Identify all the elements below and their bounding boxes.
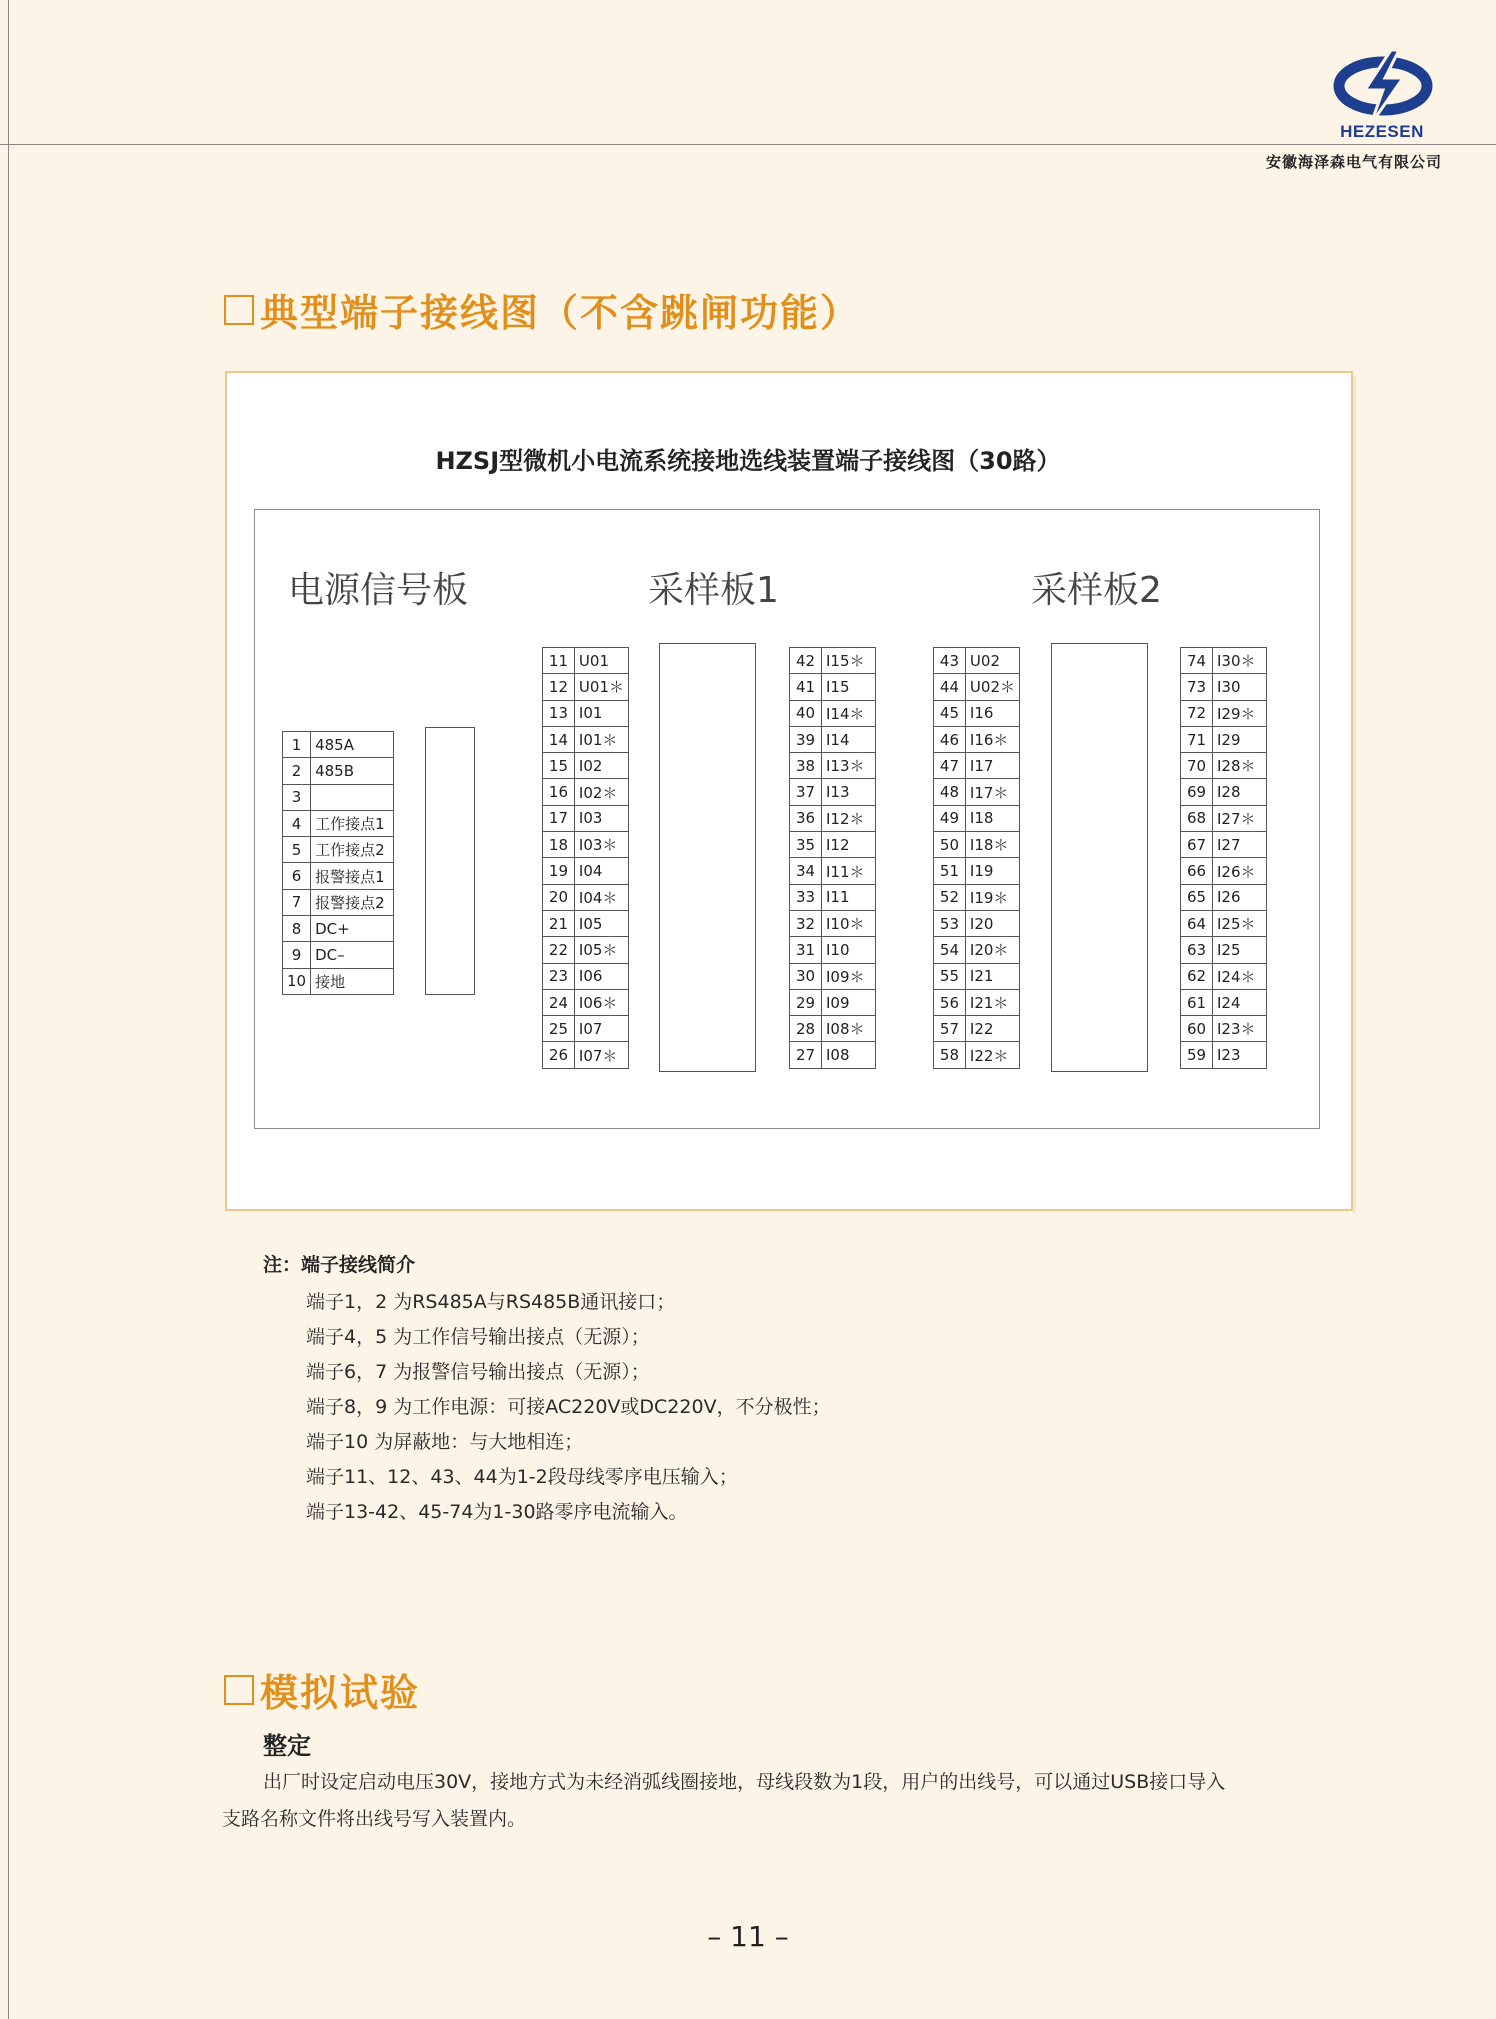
terminal-label: I20	[965, 910, 1019, 936]
terminal-number: 28	[790, 1016, 822, 1042]
terminal-row	[543, 753, 629, 779]
terminal-row	[543, 726, 629, 752]
terminal-row	[1181, 753, 1267, 779]
terminal-row	[1181, 674, 1267, 700]
terminal-number: 34	[790, 858, 822, 884]
terminal-number: 21	[543, 910, 575, 936]
terminal-number: 69	[1181, 779, 1213, 805]
terminal-number: 9	[283, 942, 311, 968]
terminal-label: I30＊	[1213, 648, 1267, 674]
sample2-board-connector	[1051, 643, 1148, 1072]
terminal-label: I30	[1213, 674, 1267, 700]
terminal-label: I07＊	[574, 1042, 628, 1068]
terminal-label: I13＊	[822, 753, 876, 779]
terminal-row	[283, 863, 394, 889]
terminal-number: 22	[543, 937, 575, 963]
terminal-number: 48	[934, 779, 966, 805]
terminal-row	[934, 884, 1020, 910]
terminal-number: 32	[790, 910, 822, 936]
terminal-label: I04＊	[574, 884, 628, 910]
note-line: 端子11、12、43、44为1-2段母线零序电压输入；	[306, 1466, 738, 1488]
terminal-label: I19	[965, 858, 1019, 884]
terminal-row	[934, 963, 1020, 989]
terminal-label: I15	[822, 674, 876, 700]
checkbox-square-icon	[224, 1675, 254, 1705]
terminal-row	[543, 858, 629, 884]
terminal-label: I18＊	[965, 832, 1019, 858]
terminal-number: 57	[934, 1016, 966, 1042]
terminal-label: I24	[1213, 989, 1267, 1015]
terminal-row	[790, 1042, 876, 1068]
terminal-row	[790, 910, 876, 936]
terminal-row	[934, 779, 1020, 805]
terminal-row	[543, 910, 629, 936]
terminal-label: I20＊	[965, 937, 1019, 963]
terminal-number: 43	[934, 648, 966, 674]
terminal-number: 29	[790, 989, 822, 1015]
terminal-row	[543, 805, 629, 831]
terminal-number: 72	[1181, 700, 1213, 726]
terminal-number: 47	[934, 753, 966, 779]
terminal-row	[934, 700, 1020, 726]
terminal-label: I24＊	[1213, 963, 1267, 989]
terminal-label: I05＊	[574, 937, 628, 963]
note-line: 端子10 为屏蔽地：与大地相连；	[306, 1431, 584, 1453]
terminal-label: U01＊	[574, 674, 628, 700]
terminal-row	[1181, 832, 1267, 858]
terminal-row	[1181, 726, 1267, 752]
terminal-number: 39	[790, 726, 822, 752]
terminal-label: I28	[1213, 779, 1267, 805]
terminal-number: 50	[934, 832, 966, 858]
terminal-row	[283, 784, 394, 810]
terminal-number: 68	[1181, 805, 1213, 831]
section-title-text: 典型端子接线图（不含跳闸功能）	[260, 291, 861, 335]
terminal-row	[790, 858, 876, 884]
subheading-setting: 整定	[263, 1732, 311, 1760]
terminal-label: I02	[574, 753, 628, 779]
board-title-sample1: 采样板1	[648, 570, 779, 611]
terminal-number: 54	[934, 937, 966, 963]
terminal-row	[283, 810, 394, 836]
terminal-row	[543, 884, 629, 910]
terminal-label: I16＊	[965, 726, 1019, 752]
power-terminal-table	[282, 731, 394, 995]
board-title-sample2: 采样板2	[1031, 570, 1162, 611]
terminal-row	[790, 937, 876, 963]
terminal-row	[1181, 963, 1267, 989]
paragraph-line-1: 出厂时设定启动电压30V，接地方式为未经消弧线圈接地，母线段数为1段，用户的出线号，可以通过USB接口导入	[263, 1771, 1226, 1793]
terminal-label: I26＊	[1213, 858, 1267, 884]
terminal-row	[934, 753, 1020, 779]
terminal-row	[790, 753, 876, 779]
note-line: 端子1，2 为RS485A与RS485B通讯接口；	[306, 1291, 676, 1313]
terminal-row	[934, 805, 1020, 831]
terminal-label: I14＊	[822, 700, 876, 726]
terminal-number: 65	[1181, 884, 1213, 910]
terminal-label: I21	[965, 963, 1019, 989]
terminal-label: I08	[822, 1042, 876, 1068]
terminal-label: 报警接点1	[311, 863, 394, 889]
terminal-label: I23	[1213, 1042, 1267, 1068]
terminal-label	[311, 784, 394, 810]
terminal-number: 74	[1181, 648, 1213, 674]
terminal-number: 6	[283, 863, 311, 889]
terminal-number: 23	[543, 963, 575, 989]
terminal-row	[1181, 805, 1267, 831]
terminal-number: 17	[543, 805, 575, 831]
terminal-number: 41	[790, 674, 822, 700]
terminal-label: I19＊	[965, 884, 1019, 910]
header-rule	[0, 144, 1496, 145]
power-board-connector	[425, 727, 475, 995]
terminal-label: I26	[1213, 884, 1267, 910]
terminal-label: I23＊	[1213, 1016, 1267, 1042]
terminal-row	[543, 963, 629, 989]
terminal-label: I15＊	[822, 648, 876, 674]
terminal-label: I03＊	[574, 832, 628, 858]
terminal-number: 12	[543, 674, 575, 700]
terminal-number: 60	[1181, 1016, 1213, 1042]
terminal-number: 19	[543, 858, 575, 884]
terminal-row	[283, 889, 394, 915]
terminal-number: 25	[543, 1016, 575, 1042]
terminal-label: I27＊	[1213, 805, 1267, 831]
terminal-number: 30	[790, 963, 822, 989]
terminal-row	[790, 779, 876, 805]
sample2-left-terminal-table	[933, 647, 1020, 1069]
terminal-row	[543, 937, 629, 963]
company-name: 安徽海泽森电气有限公司	[1265, 153, 1442, 171]
terminal-number: 5	[283, 837, 311, 863]
terminal-number: 62	[1181, 963, 1213, 989]
terminal-row	[790, 674, 876, 700]
terminal-row	[934, 910, 1020, 936]
terminal-number: 58	[934, 1042, 966, 1068]
terminal-number: 24	[543, 989, 575, 1015]
terminal-number: 14	[543, 726, 575, 752]
terminal-row	[543, 674, 629, 700]
terminal-number: 40	[790, 700, 822, 726]
section-title-wiring	[224, 282, 860, 337]
terminal-row	[934, 674, 1020, 700]
terminal-label: I14	[822, 726, 876, 752]
terminal-label: I13	[822, 779, 876, 805]
terminal-number: 64	[1181, 910, 1213, 936]
terminal-row	[1181, 648, 1267, 674]
terminal-number: 52	[934, 884, 966, 910]
diagram-title: HZSJ型微机小电流系统接地选线装置端子接线图（30路）	[435, 447, 1061, 475]
terminal-row	[790, 648, 876, 674]
terminal-label: I09＊	[822, 963, 876, 989]
terminal-number: 20	[543, 884, 575, 910]
terminal-row	[283, 732, 394, 758]
terminal-row	[934, 937, 1020, 963]
terminal-number: 66	[1181, 858, 1213, 884]
terminal-label: I22＊	[965, 1042, 1019, 1068]
terminal-row	[934, 648, 1020, 674]
terminal-number: 59	[1181, 1042, 1213, 1068]
terminal-label: I12＊	[822, 805, 876, 831]
terminal-row	[790, 989, 876, 1015]
terminal-label: 报警接点2	[311, 889, 394, 915]
terminal-row	[1181, 989, 1267, 1015]
board-title-power: 电源信号板	[288, 570, 469, 611]
terminal-row	[283, 968, 394, 994]
terminal-row	[934, 832, 1020, 858]
terminal-label: I10	[822, 937, 876, 963]
terminal-row	[1181, 779, 1267, 805]
terminal-number: 13	[543, 700, 575, 726]
terminal-row	[790, 805, 876, 831]
terminal-label: I27	[1213, 832, 1267, 858]
terminal-label: DC–	[311, 942, 394, 968]
terminal-label: I29	[1213, 726, 1267, 752]
terminal-row	[790, 832, 876, 858]
terminal-label: U01	[574, 648, 628, 674]
terminal-label: I08＊	[822, 1016, 876, 1042]
terminal-label: 485A	[311, 732, 394, 758]
terminal-row	[1181, 910, 1267, 936]
terminal-row	[1181, 937, 1267, 963]
terminal-label: 工作接点1	[311, 810, 394, 836]
terminal-row	[934, 858, 1020, 884]
sample1-left-terminal-table	[542, 647, 629, 1069]
terminal-number: 33	[790, 884, 822, 910]
terminal-label: I22	[965, 1016, 1019, 1042]
terminal-number: 1	[283, 732, 311, 758]
terminal-number: 37	[790, 779, 822, 805]
terminal-label: U02＊	[965, 674, 1019, 700]
terminal-number: 51	[934, 858, 966, 884]
terminal-row	[790, 1016, 876, 1042]
terminal-label: U02	[965, 648, 1019, 674]
terminal-label: I17＊	[965, 779, 1019, 805]
terminal-label: I16	[965, 700, 1019, 726]
terminal-label: I21＊	[965, 989, 1019, 1015]
brand-name: HEZESEN	[1340, 122, 1424, 141]
terminal-row	[543, 700, 629, 726]
note-line: 端子8，9 为工作电源：可接AC220V或DC220V，不分极性；	[306, 1396, 831, 1418]
sample1-right-terminal-table	[789, 647, 876, 1069]
terminal-label: I09	[822, 989, 876, 1015]
terminal-label: I06＊	[574, 989, 628, 1015]
terminal-row	[283, 916, 394, 942]
terminal-row	[1181, 1016, 1267, 1042]
terminal-row	[1181, 884, 1267, 910]
terminal-row	[934, 1016, 1020, 1042]
sample1-board-connector	[659, 643, 756, 1072]
terminal-row	[790, 884, 876, 910]
terminal-label: I02＊	[574, 779, 628, 805]
terminal-number: 49	[934, 805, 966, 831]
terminal-number: 53	[934, 910, 966, 936]
terminal-number: 26	[543, 1042, 575, 1068]
terminal-number: 56	[934, 989, 966, 1015]
terminal-number: 73	[1181, 674, 1213, 700]
page-number: – 11 –	[707, 1920, 789, 1953]
terminal-row	[543, 832, 629, 858]
terminal-label: I12	[822, 832, 876, 858]
terminal-number: 67	[1181, 832, 1213, 858]
terminal-number: 70	[1181, 753, 1213, 779]
terminal-number: 55	[934, 963, 966, 989]
terminal-row	[283, 758, 394, 784]
terminal-number: 38	[790, 753, 822, 779]
terminal-number: 36	[790, 805, 822, 831]
terminal-row	[934, 1042, 1020, 1068]
left-margin-rule	[8, 0, 9, 2019]
terminal-row	[543, 989, 629, 1015]
terminal-number: 16	[543, 779, 575, 805]
terminal-row	[543, 1042, 629, 1068]
terminal-label: I05	[574, 910, 628, 936]
section-title-simulation	[224, 1662, 420, 1717]
terminal-label: I01＊	[574, 726, 628, 752]
terminal-number: 45	[934, 700, 966, 726]
note-line: 端子4，5 为工作信号输出接点（无源）；	[306, 1326, 650, 1348]
terminal-row	[543, 648, 629, 674]
note-line: 端子13-42、45-74为1-30路零序电流输入。	[306, 1501, 688, 1523]
terminal-label: I07	[574, 1016, 628, 1042]
terminal-number: 46	[934, 726, 966, 752]
terminal-number: 3	[283, 784, 311, 810]
terminal-number: 71	[1181, 726, 1213, 752]
terminal-label: I17	[965, 753, 1019, 779]
terminal-row	[1181, 858, 1267, 884]
terminal-label: I29＊	[1213, 700, 1267, 726]
sample2-right-terminal-table	[1180, 647, 1267, 1069]
terminal-number: 8	[283, 916, 311, 942]
terminal-label: I28＊	[1213, 753, 1267, 779]
terminal-label: I01	[574, 700, 628, 726]
terminal-label: I25＊	[1213, 910, 1267, 936]
section-title-text: 模拟试验	[260, 1671, 421, 1715]
terminal-label: I06	[574, 963, 628, 989]
terminal-number: 2	[283, 758, 311, 784]
terminal-number: 15	[543, 753, 575, 779]
note-line: 端子6，7 为报警信号输出接点（无源）；	[306, 1361, 650, 1383]
checkbox-square-icon	[224, 295, 254, 325]
terminal-label: I11＊	[822, 858, 876, 884]
terminal-number: 63	[1181, 937, 1213, 963]
terminal-number: 42	[790, 648, 822, 674]
hezesen-logo-icon	[1331, 48, 1435, 126]
terminal-label: I25	[1213, 937, 1267, 963]
terminal-label: 接地	[311, 968, 394, 994]
paragraph-line-2: 支路名称文件将出线号写入装置内。	[222, 1808, 527, 1830]
terminal-label: 工作接点2	[311, 837, 394, 863]
terminal-row	[1181, 1042, 1267, 1068]
terminal-row	[283, 837, 394, 863]
terminal-number: 27	[790, 1042, 822, 1068]
terminal-number: 11	[543, 648, 575, 674]
terminal-row	[543, 779, 629, 805]
terminal-row	[543, 1016, 629, 1042]
terminal-number: 61	[1181, 989, 1213, 1015]
terminal-row	[790, 963, 876, 989]
terminal-row	[934, 726, 1020, 752]
terminal-number: 7	[283, 889, 311, 915]
terminal-number: 18	[543, 832, 575, 858]
terminal-number: 35	[790, 832, 822, 858]
terminal-row	[790, 700, 876, 726]
notes-heading: 注：端子接线简介	[263, 1254, 416, 1276]
terminal-number: 44	[934, 674, 966, 700]
terminal-number: 31	[790, 937, 822, 963]
terminal-number: 4	[283, 810, 311, 836]
terminal-label: I18	[965, 805, 1019, 831]
terminal-label: 485B	[311, 758, 394, 784]
terminal-label: I10＊	[822, 910, 876, 936]
terminal-row	[283, 942, 394, 968]
terminal-number: 10	[283, 968, 311, 994]
terminal-label: DC+	[311, 916, 394, 942]
terminal-row	[934, 989, 1020, 1015]
terminal-row	[790, 726, 876, 752]
terminal-label: I03	[574, 805, 628, 831]
terminal-label: I11	[822, 884, 876, 910]
terminal-label: I04	[574, 858, 628, 884]
terminal-row	[1181, 700, 1267, 726]
